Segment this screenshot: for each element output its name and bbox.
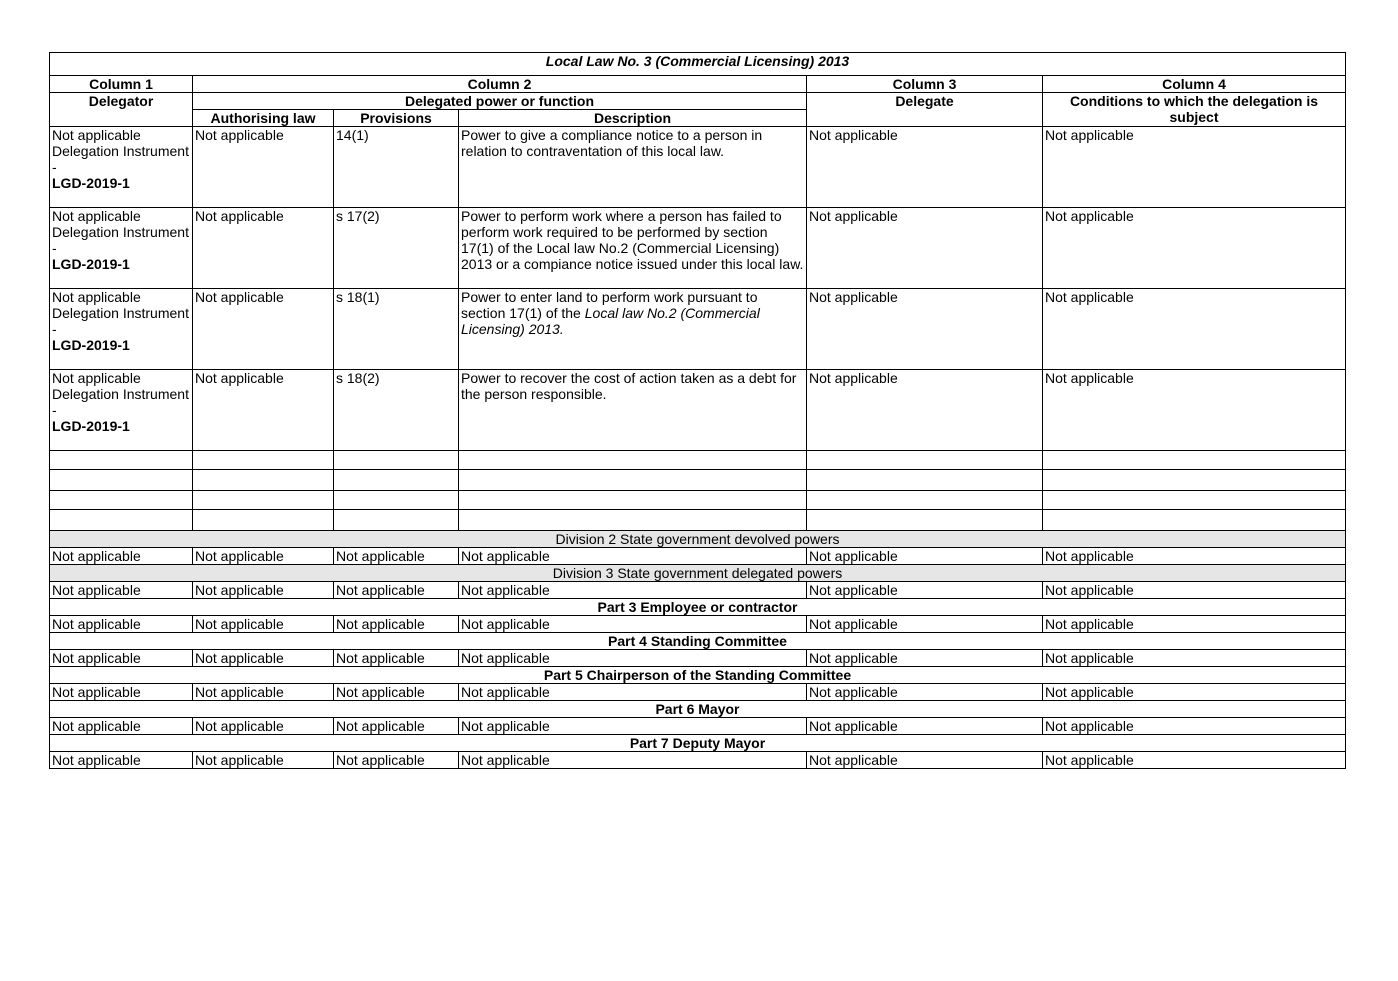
empty-row — [50, 451, 1346, 470]
description-header: Description — [459, 110, 807, 127]
table-row — [50, 127, 1346, 208]
section-heading-division-3: Division 3 State government delegated powers — [50, 565, 1346, 582]
section-heading-division-2: Division 2 State government devolved powers — [50, 531, 1346, 548]
description-cell: Power to enter land to perform work pursuant to section 17(1) of the Local law No.2 (Commercial Licensing) 2013. — [459, 289, 807, 370]
delegate-header: Delegate — [807, 93, 1043, 127]
provisions-header: Provisions — [334, 110, 459, 127]
delegate-cell: Not applicable — [807, 208, 1043, 289]
provisions-cell: s 18(1) — [334, 289, 459, 370]
conditions-header: Conditions to which the delegation is subject — [1043, 93, 1346, 127]
section-heading-part-3: Part 3 Employee or contractor — [50, 599, 1346, 616]
delegator-cell: Not applicable Delegation Instrument - LGD-2019-1 — [50, 208, 193, 289]
delegator-cell: Not applicable Delegation Instrument - LGD-2019-1 — [50, 127, 193, 208]
empty-row — [50, 470, 1346, 491]
table-row — [50, 208, 1346, 289]
authorising-law-cell: Not applicable — [193, 289, 334, 370]
delegator-header: Delegator — [50, 93, 193, 127]
delegate-cell: Not applicable — [807, 370, 1043, 451]
conditions-cell: Not applicable — [1043, 127, 1346, 208]
section-heading-part-5: Part 5 Chairperson of the Standing Committee — [50, 667, 1346, 684]
provisions-cell: s 18(2) — [334, 370, 459, 451]
delegate-cell: Not applicable — [807, 289, 1043, 370]
authorising-law-cell: Not applicable — [193, 208, 334, 289]
column-2-header: Column 2 — [193, 76, 807, 93]
delegator-cell: Not applicable Delegation Instrument - LGD-2019-1 — [50, 289, 193, 370]
table-row: Not applicable Not applicable Not applicable Not applicable Not applicable Not applicable — [50, 650, 1346, 667]
empty-row — [50, 491, 1346, 510]
authorising-law-cell: Not applicable — [193, 370, 334, 451]
description-cell: Power to recover the cost of action taken as a debt for the person responsible. — [459, 370, 807, 451]
delegator-cell: Not applicable Delegation Instrument - LGD-2019-1 — [50, 370, 193, 451]
table-row: Not applicable Not applicable Not applicable Not applicable Not applicable Not applicable — [50, 548, 1346, 565]
authorising-law-header: Authorising law — [193, 110, 334, 127]
column-1-header: Column 1 — [50, 76, 193, 93]
table-row: Not applicable Not applicable Not applicable Not applicable Not applicable Not applicable — [50, 684, 1346, 701]
description-cell: Power to give a compliance notice to a person in relation to contraventation of this local law. — [459, 127, 807, 208]
section-heading-part-7: Part 7 Deputy Mayor — [50, 735, 1346, 752]
table-row — [50, 370, 1346, 451]
section-heading-part-4: Part 4 Standing Committee — [50, 633, 1346, 650]
table-row: Not applicable Not applicable Not applicable Not applicable Not applicable Not applicable — [50, 582, 1346, 599]
description-cell: Power to perform work where a person has failed to perform work required to be performed by section 17(1) of the Local law No.2 (Commercial Licensing) 2013 or a compiance notice issued under this local law. — [459, 208, 807, 289]
delegation-table — [49, 52, 1346, 769]
table-row: Not applicable Not applicable Not applicable Not applicable Not applicable Not applicable — [50, 718, 1346, 735]
empty-row — [50, 510, 1346, 531]
conditions-cell: Not applicable — [1043, 370, 1346, 451]
section-heading-part-6: Part 6 Mayor — [50, 701, 1346, 718]
column-4-header: Column 4 — [1043, 76, 1346, 93]
delegate-cell: Not applicable — [807, 127, 1043, 208]
delegated-power-header: Delegated power or function — [193, 93, 807, 110]
table-title: Local Law No. 3 (Commercial Licensing) 2013 — [50, 53, 1346, 76]
table-row: Not applicable Not applicable Not applicable Not applicable Not applicable Not applicable — [50, 616, 1346, 633]
column-3-header: Column 3 — [807, 76, 1043, 93]
authorising-law-cell: Not applicable — [193, 127, 334, 208]
provisions-cell: 14(1) — [334, 127, 459, 208]
conditions-cell: Not applicable — [1043, 208, 1346, 289]
table-row — [50, 289, 1346, 370]
table-row: Not applicable Not applicable Not applicable Not applicable Not applicable Not applicable — [50, 752, 1346, 769]
conditions-cell: Not applicable — [1043, 289, 1346, 370]
provisions-cell: s 17(2) — [334, 208, 459, 289]
